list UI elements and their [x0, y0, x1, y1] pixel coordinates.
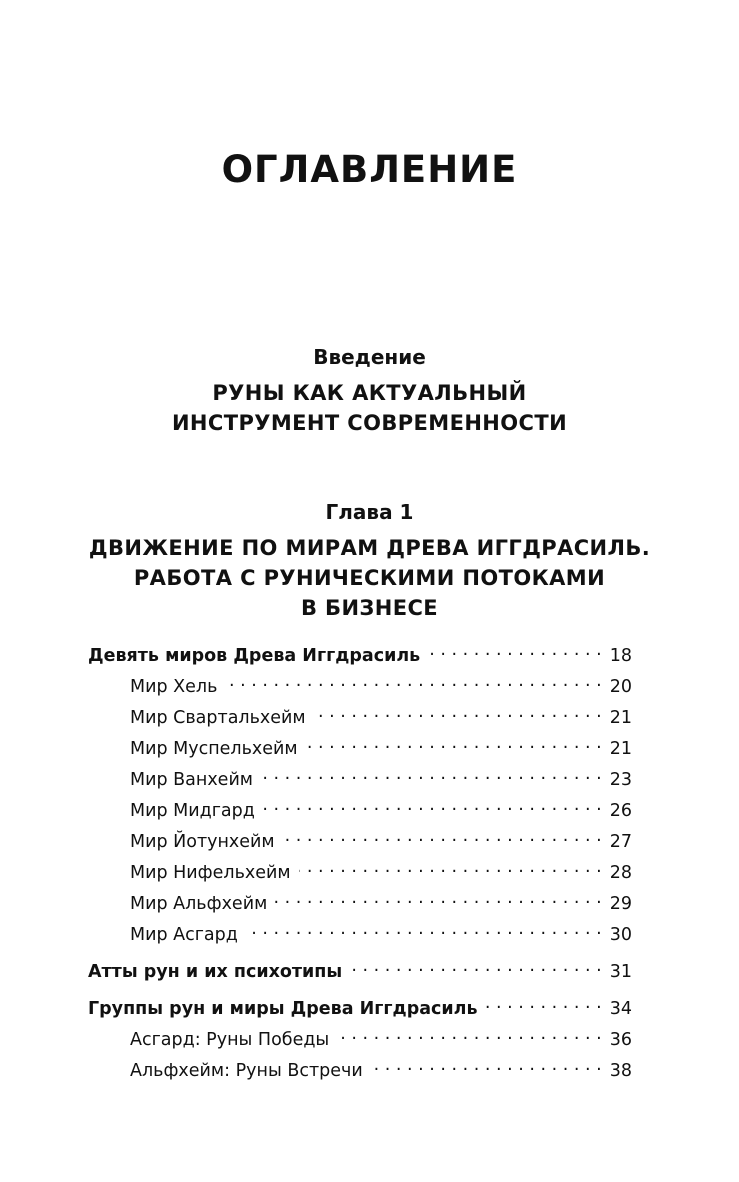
dot-leader — [261, 767, 602, 785]
toc-entry[interactable] — [88, 860, 632, 891]
page-title: ОГЛАВЛЕНИЕ — [221, 148, 518, 191]
dot-leader — [275, 891, 601, 909]
toc-entry-page: 31 — [609, 961, 632, 982]
toc-entry[interactable] — [88, 674, 632, 705]
toc-entry[interactable] — [88, 736, 632, 767]
table-of-contents — [88, 643, 632, 1089]
toc-entry-title: Мир Хель — [130, 676, 218, 697]
dot-leader — [371, 1058, 602, 1076]
toc-entry[interactable] — [88, 922, 632, 953]
toc-entry[interactable] — [88, 767, 632, 798]
toc-entry-title: Мир Асгард — [130, 924, 238, 945]
chapter-label: Глава 1 — [325, 500, 414, 524]
intro-title-line: РУНЫ КАК АКТУАЛЬНЫЙ — [212, 381, 527, 405]
intro-label: Введение — [313, 345, 426, 369]
toc-entry-title: Девять миров Древа Иггдрасиль — [88, 645, 421, 666]
toc-entry[interactable] — [88, 1058, 632, 1089]
toc-entry-page: 18 — [609, 645, 632, 666]
toc-entry-page: 27 — [609, 831, 632, 852]
toc-entry[interactable] — [88, 891, 632, 922]
toc-entry[interactable] — [88, 996, 632, 1027]
toc-entry[interactable] — [88, 705, 632, 736]
toc-entry-title: Мир Свартальхейм — [130, 707, 306, 728]
chapter-title-line: РАБОТА С РУНИЧЕСКИМИ ПОТОКАМИ — [133, 566, 606, 590]
chapter-title-line: ДВИЖЕНИЕ ПО МИРАМ ДРЕВА ИГГДРАСИЛЬ. — [88, 536, 651, 560]
toc-entry-title: Мир Муспельхейм — [130, 738, 298, 759]
toc-entry-page: 20 — [609, 676, 632, 697]
toc-entry-title: Мир Ванхейм — [130, 769, 254, 790]
intro-title — [0, 378, 739, 438]
dot-leader — [299, 860, 602, 878]
dot-leader — [246, 922, 602, 940]
dot-leader — [283, 829, 602, 847]
dot-leader — [306, 736, 602, 754]
dot-leader — [350, 959, 601, 977]
toc-entry-page: 23 — [609, 769, 632, 790]
toc-entry-page: 36 — [609, 1029, 632, 1050]
toc-entry[interactable] — [88, 643, 632, 674]
dot-leader — [428, 643, 601, 661]
toc-entry[interactable] — [88, 1027, 632, 1058]
toc-entry-title: Группы рун и миры Древа Иггдрасиль — [88, 998, 478, 1019]
dot-leader — [337, 1027, 601, 1045]
toc-entry-page: 30 — [609, 924, 632, 945]
toc-entry[interactable] — [88, 798, 632, 829]
toc-entry-page: 21 — [609, 738, 632, 759]
toc-entry-page: 38 — [609, 1060, 632, 1081]
dot-leader — [314, 705, 602, 723]
toc-entry-page: 34 — [609, 998, 632, 1019]
toc-entry-title: Мир Нифельхейм — [130, 862, 291, 883]
toc-entry[interactable] — [88, 829, 632, 860]
toc-entry[interactable] — [88, 959, 632, 990]
dot-leader — [486, 996, 602, 1014]
toc-entry-page: 26 — [609, 800, 632, 821]
toc-entry-page: 29 — [609, 893, 632, 914]
toc-entry-title: Мир Йотунхейм — [130, 831, 275, 852]
intro-title-line: ИНСТРУМЕНТ СОВРЕМЕННОСТИ — [171, 411, 568, 435]
dot-leader — [263, 798, 602, 816]
toc-entry-title: Мир Альфхейм — [130, 893, 268, 914]
toc-entry-title: Мир Мидгард — [130, 800, 255, 821]
toc-entry-page: 21 — [609, 707, 632, 728]
toc-entry-page: 28 — [609, 862, 632, 883]
toc-entry-title: Атты рун и их психотипы — [88, 961, 343, 982]
toc-entry-title: Асгард: Руны Победы — [130, 1029, 330, 1050]
toc-entry-title: Альфхейм: Руны Встречи — [130, 1060, 363, 1081]
chapter-title-line: В БИЗНЕСЕ — [300, 596, 439, 620]
chapter-title — [0, 533, 739, 623]
dot-leader — [225, 674, 601, 692]
